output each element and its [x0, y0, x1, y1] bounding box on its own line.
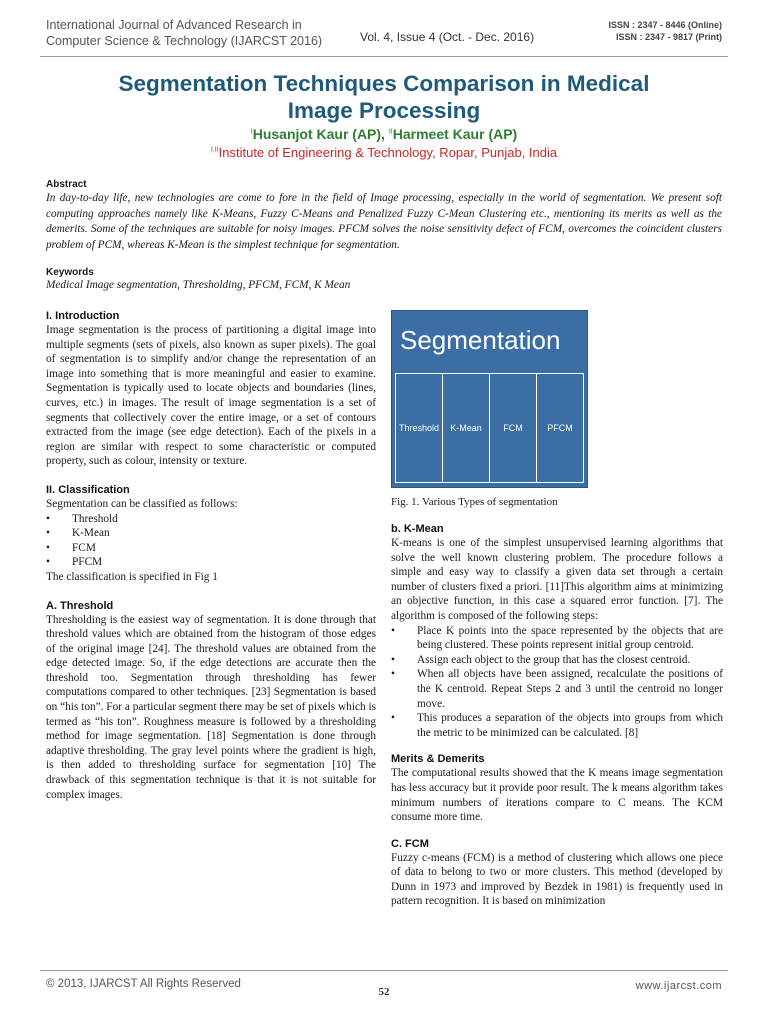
paper-title-line2: Image Processing	[287, 98, 481, 123]
kmean-steps	[391, 624, 723, 741]
list-item: • Assign each object to the group that has the closest centroid.	[417, 653, 723, 668]
journal-name	[46, 17, 322, 49]
copyright: © 2013, IJARCST All Rights Reserved	[46, 978, 241, 990]
author2: Harmeet Kaur (AP)	[392, 126, 518, 142]
header-divider	[40, 56, 728, 57]
author1: Husanjot Kaur (AP),	[252, 126, 389, 142]
fcm-text: Fuzzy c-means (FCM) is a method of clustering which allows one piece of data to belong to two or more clusters. This method (developed by Dunn in 1973 and improved by Bezdek in 1981) is frequently used in pattern recognition. It is based on minimization	[391, 851, 723, 908]
list-item: • Threshold	[72, 512, 376, 527]
affiliation	[0, 145, 768, 160]
issn-block	[608, 19, 722, 43]
figure-cell-pfcm: PFCM	[536, 373, 584, 483]
list-item: • PFCM	[72, 555, 376, 570]
author1-marker: I	[250, 128, 253, 136]
segmentation-figure	[391, 310, 588, 488]
figure-cells	[395, 373, 584, 483]
keywords-heading: Keywords	[46, 267, 94, 278]
threshold-heading: A. Threshold	[46, 599, 114, 612]
fcm-heading: C. FCM	[391, 837, 429, 850]
merits-text: The computational results showed that the K means image segmentation has less accuracy but it provide poor result. The k means algorithm takes minimum numbers of iterations compare to C means. The KCM consume more time.	[391, 767, 723, 824]
volume-issue: Vol. 4, Issue 4 (Oct. - Dec. 2016)	[360, 30, 535, 44]
right-column	[391, 310, 723, 909]
page-number: 52	[378, 986, 390, 998]
merits-heading: Merits & Demerits	[391, 753, 485, 766]
list-item: • Place K points into the space represented by the objects that are being clustered. These points represent initial group centroid.	[417, 624, 723, 653]
authors	[0, 126, 768, 142]
kmean-text: K-means is one of the simplest unsupervised learning algorithms that solve the well known clustering problem. The procedure follows a simple and easy way to classify a given data set through a certain number of clusters fixed a priori. [11]This algorithm aims at minimizing an objective function, in this case a squared error function. [7]. The algorithm is composed of the following steps:	[391, 537, 723, 622]
list-item: • K-Mean	[72, 526, 376, 541]
list-item: • This produces a separation of the objects into groups from which the metric to be minimized can be calculated. [8]	[417, 711, 723, 740]
author2-marker: II	[388, 128, 393, 136]
keywords-text: Medical Image segmentation, Thresholding, PFCM, FCM, K Mean	[46, 279, 351, 291]
list-item: • FCM	[72, 541, 376, 556]
journal-name-line2: Computer Science & Technology (IJARCST 2016)	[46, 34, 323, 48]
affiliation-marker: I,II	[210, 146, 219, 154]
journal-name-line1: International Journal of Advanced Research in	[46, 18, 302, 32]
figure-cell-fcm: FCM	[489, 373, 536, 483]
figure-heading: Segmentation	[400, 325, 561, 355]
issn-print: ISSN : 2347 - 9817 (Print)	[615, 32, 722, 42]
list-item: • When all objects have been assigned, recalculate the positions of the K centroid. Repeat Steps 2 and 3 until the centroid no longer move.	[417, 667, 723, 711]
abstract-heading: Abstract	[46, 179, 87, 190]
affiliation-text: Institute of Engineering & Technology, Ropar, Punjab, India	[218, 145, 558, 160]
paper-title-line1: Segmentation Techniques Comparison in Medical	[118, 71, 650, 96]
footer-divider	[40, 970, 728, 971]
figure-caption: Fig. 1. Various Types of segmentation	[391, 496, 558, 508]
classification-list	[46, 512, 376, 570]
figure-cell-threshold: Threshold	[395, 373, 442, 483]
intro-heading: I. Introduction	[46, 310, 120, 322]
figure-cell-kmean: K-Mean	[442, 373, 489, 483]
left-column	[46, 309, 376, 802]
issn-online: ISSN : 2347 - 8446 (Online)	[608, 20, 722, 30]
classification-outro: The classification is specified in Fig 1	[46, 570, 218, 583]
threshold-text: Thresholding is the easiest way of segmentation. It is done through that threshold values which are obtained from the histogram of those edges of the original image [24]. The threshold values are obtained from the edge detected image. So, if the edge detections are accurate then the threshold too. Segmentation through thresholding has fewer computations compared to other techniques. [23] Segmentation is based on “his ton”. For a particular segment there may be set of pixels which is termed as “his ton”. Roughness measure is followed by a thresholding method for image segmentation. [18] Segmentation is done through adaptive thresholding. The gray level points where the gradient is high, is then added to thresholding surface for segmentation [10] The drawback of this segmentation technique is that it is not suitable for complex images.	[46, 613, 376, 801]
paper-title	[60, 70, 708, 124]
intro-text: Image segmentation is the process of partitioning a digital image into multiple segments (sets of pixels, also known as super pixels). The goal of segmentation is to simplify and/or change the representation of an image into something that is more meaningful and easier to examine. Segmentation is typically used to locate objects and boundaries (lines, curves, etc.) in images. The result of image segmentation is a set of segments that collectively cover the entire image, or a set of contours extracted from the image (see edge detection). Each of the pixels in a region are similar with respect to some characteristic or computed property, such as colour, intensity or texture.	[46, 324, 376, 468]
kmean-heading: b. K-Mean	[391, 523, 444, 535]
classification-intro: Segmentation can be classified as follows:	[46, 497, 238, 510]
abstract-text: In day-to-day life, new technologies are come to fore in the field of Image processing, especially in the world of segmentation. We present soft computing approaches namely like K-Means, Fuzzy C-Means and Penalized Fuzzy C-Mean Clustering etc., mentioning its merits as well as the demerits. Some of the techniques are suitable for noisy images. PFCM solves the noise sensitivity defect of FCM, overcomes the coincident clusters problem of PCM, whereas K-Mean is the simplest technique for segmentation.	[46, 192, 722, 251]
website: www.ijarcst.com	[635, 980, 722, 992]
classification-heading: II. Classification	[46, 483, 130, 496]
